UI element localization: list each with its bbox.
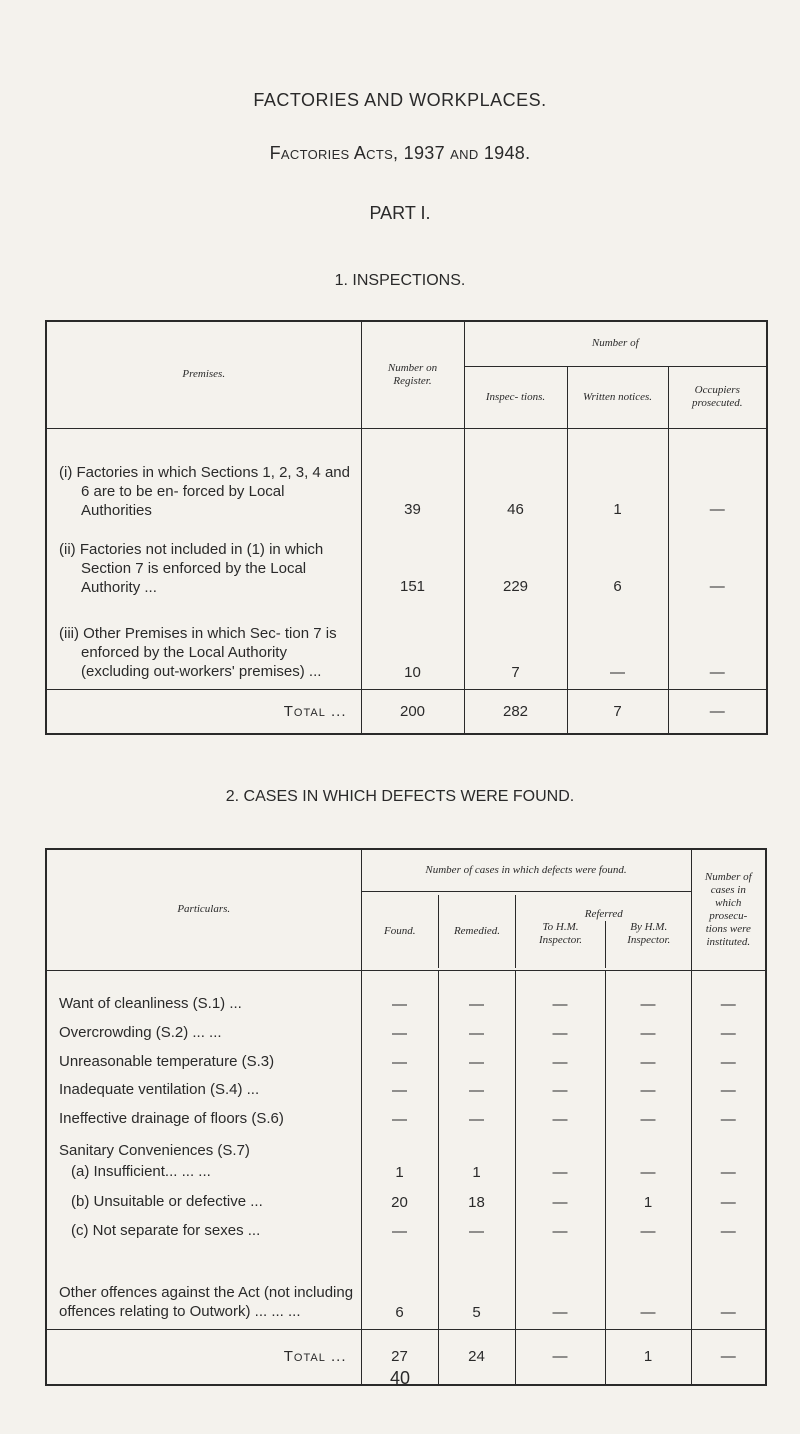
row-label: Unreasonable temperature (S.3): [59, 1052, 275, 1070]
cell-found: —: [361, 1042, 438, 1071]
total-label: Total ...: [283, 702, 347, 720]
cell-register: 10: [361, 599, 464, 689]
row-label: Overcrowding (S.2) ... ...: [59, 1023, 222, 1041]
cell-prosecutions: —: [691, 1042, 766, 1071]
total-prosecuted: —: [668, 689, 767, 734]
total-remedied: 24: [438, 1329, 515, 1385]
cell-prosecutions: —: [691, 970, 766, 1013]
row-label: Want of cleanliness (S.1) ...: [46, 970, 361, 1013]
subheader-grid: [362, 895, 692, 968]
header-premises: Premises.: [182, 368, 226, 381]
header-to-hm-inspector: To H.M. Inspector.: [516, 921, 606, 968]
total-notices: 7: [567, 689, 668, 734]
total-inspections: 282: [464, 689, 567, 734]
row-label: Sanitary Conveniences (S.7): [59, 1142, 250, 1160]
cell-to-hm: —: [515, 1211, 605, 1240]
header-particulars: Particulars.: [177, 903, 231, 916]
cell-remedied: —: [438, 1013, 515, 1042]
cell-notices: 6: [567, 522, 668, 599]
defects-table: [45, 848, 767, 1386]
cell-prosecuted: —: [668, 428, 767, 522]
cell-to-hm: —: [515, 1013, 605, 1042]
cell-found: [361, 1128, 438, 1160]
cell-to-hm: —: [515, 1181, 605, 1211]
cell-inspections: 229: [464, 522, 567, 599]
cell-notices: —: [567, 599, 668, 689]
cell-by-hm: —: [605, 1211, 691, 1240]
inspections-table: [45, 320, 768, 735]
row-label: (i) Factories in which Sections 1, 2, 3, 4 and 6 are to be en- forced by Local Authorities: [59, 464, 350, 519]
cell-by-hm: —: [605, 1013, 691, 1042]
total-found: 27: [361, 1329, 438, 1385]
cell-by-hm: [605, 1128, 691, 1160]
header-occupiers-prosecuted: Occupiers prosecuted.: [668, 366, 767, 428]
cell-prosecuted: —: [668, 599, 767, 689]
cell-register: 151: [361, 522, 464, 599]
cell-prosecutions: —: [691, 1211, 766, 1240]
cell-to-hm: —: [515, 1160, 605, 1181]
cell-to-hm: —: [515, 1240, 605, 1330]
cell-found: —: [361, 1013, 438, 1042]
row-label: (ii) Factories not included in (1) in which Section 7 is enforced by the Local Authority ...: [59, 541, 324, 596]
cell-prosecutions: —: [691, 1240, 766, 1330]
page-heading: FACTORIES AND WORKPLACES.: [253, 90, 547, 110]
cell-by-hm: —: [605, 1160, 691, 1181]
header-inspections: Inspec- tions.: [464, 366, 567, 428]
header-number-of-cases: Number of cases in which defects were found.: [361, 849, 691, 892]
cell-to-hm: —: [515, 1071, 605, 1100]
page-number: 40: [389, 1368, 411, 1388]
cell-by-hm: 1: [605, 1181, 691, 1211]
cell-remedied: [438, 1128, 515, 1160]
cell-remedied: 5: [438, 1240, 515, 1330]
inspections-title: 1. INSPECTIONS.: [334, 272, 466, 289]
cell-remedied: —: [438, 970, 515, 1013]
header-prosecutions: Number of cases in which prosecu- tions were instituted.: [691, 849, 766, 970]
cell-register: 39: [361, 428, 464, 522]
row-label: (b) Unsuitable or defective ...: [71, 1193, 263, 1211]
row-label: (c) Not separate for sexes ...: [71, 1221, 261, 1239]
cell-by-hm: —: [605, 1099, 691, 1128]
cell-by-hm: —: [605, 970, 691, 1013]
total-by-hm: 1: [605, 1329, 691, 1385]
cell-inspections: 7: [464, 599, 567, 689]
cell-by-hm: —: [605, 1042, 691, 1071]
acts-heading: Factories Acts, 1937 and 1948.: [269, 143, 531, 163]
cell-prosecutions: [691, 1128, 766, 1160]
row-label: (a) Insufficient... ... ...: [71, 1163, 211, 1181]
cell-to-hm: [515, 1128, 605, 1160]
cell-inspections: 46: [464, 428, 567, 522]
cell-found: —: [361, 1099, 438, 1128]
part-heading: PART I.: [369, 203, 431, 223]
row-label: Inadequate ventilation (S.4) ...: [59, 1081, 260, 1099]
cell-remedied: —: [438, 1211, 515, 1240]
cell-to-hm: —: [515, 1042, 605, 1071]
cell-found: 6: [361, 1240, 438, 1330]
cell-prosecutions: —: [691, 1099, 766, 1128]
header-number-on-register: Number on Register.: [361, 321, 464, 428]
cell-prosecuted: —: [668, 522, 767, 599]
cell-notices: 1: [567, 428, 668, 522]
cell-to-hm: —: [515, 970, 605, 1013]
cell-found: —: [361, 1211, 438, 1240]
cell-prosecutions: —: [691, 1160, 766, 1181]
total-to-hm: —: [515, 1329, 605, 1385]
header-referred: Referred: [516, 895, 692, 921]
header-written-notices: Written notices.: [567, 366, 668, 428]
cell-found: 20: [361, 1181, 438, 1211]
cell-by-hm: —: [605, 1071, 691, 1100]
header-number-of: Number of: [464, 321, 767, 366]
cell-remedied: —: [438, 1071, 515, 1100]
cell-prosecutions: —: [691, 1013, 766, 1042]
header-found: Found.: [384, 924, 416, 937]
cell-found: —: [361, 1071, 438, 1100]
cell-found: —: [361, 970, 438, 1013]
cell-to-hm: —: [515, 1099, 605, 1128]
cell-prosecutions: —: [691, 1071, 766, 1100]
cell-remedied: 1: [438, 1160, 515, 1181]
row-label: Other offences against the Act (not including offences relating to Outwork) ... ... ...: [59, 1283, 354, 1320]
cell-prosecutions: —: [691, 1181, 766, 1211]
total-label: Total ...: [283, 1348, 347, 1366]
total-register: 200: [361, 689, 464, 734]
defects-title: 2. CASES IN WHICH DEFECTS WERE FOUND.: [225, 788, 575, 805]
cell-found: 1: [361, 1160, 438, 1181]
row-label: (iii) Other Premises in which Sec- tion 7 is enforced by the Local Authority (excluding out-workers' premises) ...: [59, 624, 337, 680]
row-label: Ineffective drainage of floors (S.6): [59, 1110, 284, 1128]
header-remedied: Remedied.: [439, 895, 516, 968]
cell-by-hm: —: [605, 1240, 691, 1330]
header-by-hm-inspector: By H.M. Inspector.: [606, 921, 692, 968]
cell-remedied: —: [438, 1099, 515, 1128]
total-prosecutions: —: [691, 1329, 766, 1385]
cell-remedied: 18: [438, 1181, 515, 1211]
cell-remedied: —: [438, 1042, 515, 1071]
